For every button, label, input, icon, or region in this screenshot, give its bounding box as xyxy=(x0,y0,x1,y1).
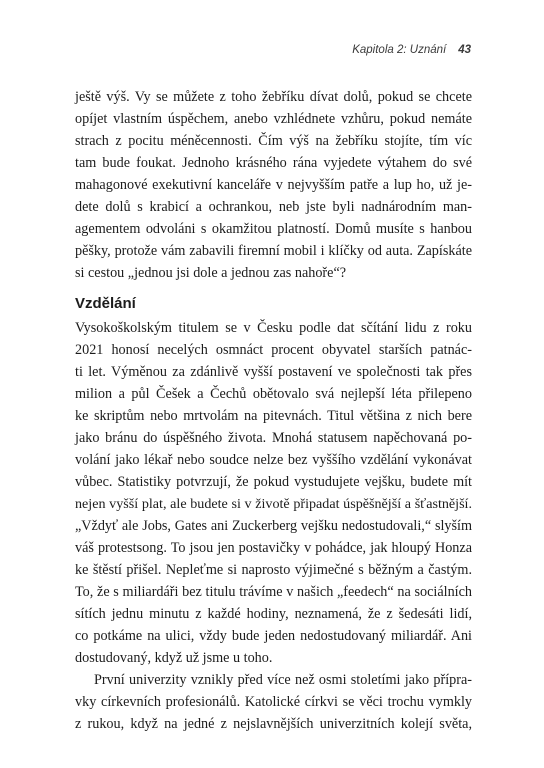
text-line: ke skriptům nebo mrtvolám na pitevnách. Titul většina z nich bere xyxy=(75,408,472,424)
text-line: To, že s miliardáři bez titulu trávíme v našich „feedech“ na sociálních xyxy=(75,584,472,600)
text-line: 2021 honosí necelých osmnáct procent obyvatel starších patnác- xyxy=(75,342,472,358)
text-line: váš protestsong. To jsou jen postavičky v pohádce, jak hloupý Honza xyxy=(75,540,472,556)
text-line: Vysokoškolským titulem se v Česku podle dat sčítání lidu z roku xyxy=(75,320,472,336)
text-line: volání jako lékař nebo soudce nelze bez vyššího vzdělání vykonávat xyxy=(75,452,472,468)
text-line: vůbec. Statistiky potvrzují, že pokud vystudujete vejšku, budete mít xyxy=(75,474,472,490)
text-line: milion a půl Češek a Čechů obětovalo svá nejlepší léta přilepeno xyxy=(75,386,472,402)
text-line: dete dolů s krabicí a ochrankou, neb jste byli nadnárodním man- xyxy=(75,199,472,215)
paragraph-2 xyxy=(75,317,472,669)
chapter-title: Kapitola 2: Uznání xyxy=(352,44,447,56)
text-line: agementem odvoláni s okamžitou platností. Domů musíte s hanbou xyxy=(75,221,472,237)
text-line: sítích jednu minutu z každé hodiny, neznamená, že z šedesáti lidí, xyxy=(75,606,472,622)
text-line: pěšky, protože vám zabavili firemní mobil i klíčky od auta. Zapískáte xyxy=(75,243,472,259)
running-header xyxy=(352,44,471,56)
text-line: vky církevních profesionálů. Katolické církvi se věci trochu vymkly xyxy=(75,694,472,710)
page-number: 43 xyxy=(458,44,471,56)
text-line: opíjet vlastním úspěchem, anebo vzhlédnete vzhůru, pokud nemáte xyxy=(75,111,472,127)
text-line: tam bude foukat. Jednoho krásného rána vyjedete výtahem do své xyxy=(75,155,472,171)
text-line: co potkáme na ulici, vždy bude jeden nedostudovaný miliardář. Ani xyxy=(75,628,472,644)
text-line: ještě výš. Vy se můžete z toho žebříku dívat dolů, pokud se chcete xyxy=(75,89,472,105)
text-line: jako bránu do úspěšného života. Mnohá statusem napěchovaná po- xyxy=(75,430,472,446)
paragraph-1 xyxy=(75,86,472,284)
text-line: dostudovaný, když už jsme u toho. xyxy=(75,650,273,666)
text-line: První univerzity vznikly před více než osmi stoletími jako přípra- xyxy=(94,672,472,688)
text-line: z rukou, když na jedné z nejslavnějších univerzitních kolejí světa, xyxy=(75,716,472,732)
text-line: mahagonové exekutivní kanceláře v nejvyšším patře a lup ho, už je- xyxy=(75,177,472,193)
section-heading: Vzdělání xyxy=(75,295,136,312)
text-line: strach z pocitu méněcennosti. Čím výš na žebříku stojíte, tím víc xyxy=(75,133,472,149)
text-line: ke štěstí přišel. Nepleťme si naprosto výjimečné s běžným a častým. xyxy=(75,562,472,578)
text-line: „Vždyť ale Jobs, Gates ani Zuckerberg vejšku nedostudovali,“ slyším xyxy=(75,518,472,534)
text-line: nejen vyšší plat, ale budete si v životě připadat úspěšnější a šťastnější. xyxy=(75,496,472,512)
paragraph-3 xyxy=(75,669,472,735)
text-line: ti let. Výměnou za zdánlivě vyšší postavení ve společnosti tak přes xyxy=(75,364,472,380)
text-line: si cestou „jednou jsi dole a jednou zas nahoře“? xyxy=(75,265,347,281)
